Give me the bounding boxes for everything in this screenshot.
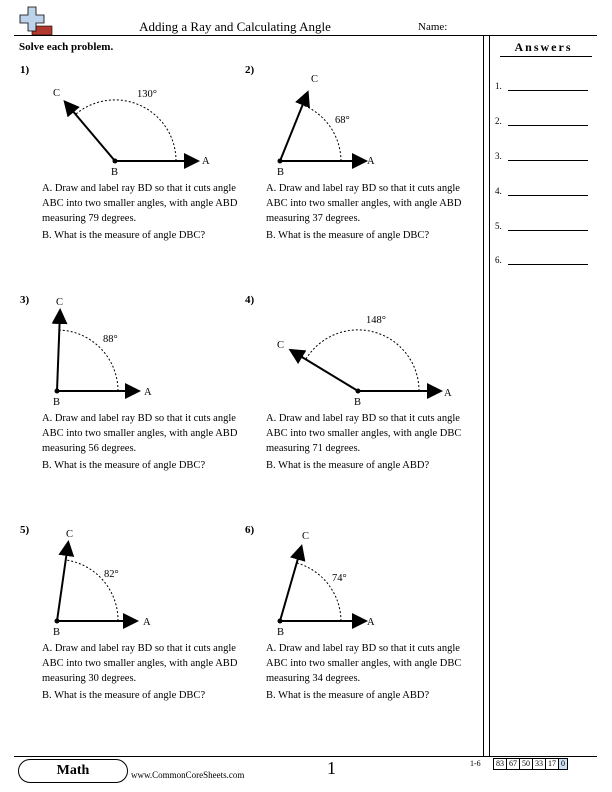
label-b: B: [354, 397, 362, 408]
label-b: B: [111, 167, 119, 178]
name-label: Name:: [418, 21, 448, 33]
score-range: 1-6: [470, 759, 481, 768]
instructions: Solve each problem.: [19, 41, 114, 53]
answer-number: 4.: [495, 186, 502, 196]
footer-divider: [14, 756, 597, 757]
answer-number: 2.: [495, 116, 502, 126]
question-a: A. Draw and label ray BD so that it cuts angle ABC into two smaller angles, with angle ABD measuring 37 degrees.: [266, 183, 462, 224]
label-c: C: [66, 529, 74, 540]
answer-line[interactable]: [508, 195, 588, 196]
angle-measure: 88°: [103, 334, 118, 345]
vertex-point: [278, 619, 283, 624]
answer-row[interactable]: [495, 221, 595, 235]
ray-bc: [66, 103, 115, 161]
answer-row[interactable]: [495, 186, 595, 200]
angle-diagram: [240, 520, 480, 640]
problem-text: [266, 411, 471, 473]
problem-text: [42, 181, 247, 243]
question-a: A. Draw and label ray BD so that it cuts angle ABC into two smaller angles, with angle DBC measuring 71 degrees.: [266, 413, 462, 454]
question-b: B. What is the measure of angle DBC?: [42, 460, 206, 471]
answer-line[interactable]: [508, 264, 588, 265]
label-a: A: [144, 387, 152, 398]
angle-arc: [297, 563, 341, 621]
answer-number: 5.: [495, 221, 502, 231]
ray-bc: [280, 94, 307, 161]
page-number: 1: [327, 758, 336, 778]
question-b: B. What is the measure of angle DBC?: [42, 230, 206, 241]
problem-number: 2): [245, 64, 255, 76]
angle-diagram: [240, 290, 480, 410]
problem-number: 6): [245, 524, 255, 536]
ray-bc: [292, 351, 358, 391]
header-divider: [14, 35, 597, 36]
label-b: B: [53, 397, 61, 408]
label-c: C: [53, 88, 61, 99]
question-b: B. What is the measure of angle DBC?: [266, 230, 430, 241]
label-b: B: [277, 167, 285, 178]
ray-bc: [57, 312, 60, 391]
label-c: C: [302, 531, 310, 542]
answer-row[interactable]: [495, 255, 595, 269]
angle-measure: 68°: [335, 115, 350, 126]
angle-diagram: [0, 290, 240, 410]
answer-row[interactable]: [495, 151, 595, 165]
score-cell: 0: [558, 758, 568, 770]
score-cell: 17: [545, 758, 559, 770]
label-c: C: [277, 340, 285, 351]
subject-badge: Math: [18, 759, 128, 783]
problem-text: [42, 411, 247, 473]
problem-text: [266, 181, 471, 243]
answer-number: 3.: [495, 151, 502, 161]
ray-bc: [57, 544, 68, 621]
score-cell: 50: [519, 758, 533, 770]
question-a: A. Draw and label ray BD so that it cuts angle ABC into two smaller angles, with angle DBC measuring 34 degrees.: [266, 643, 462, 684]
answers-heading-underline: [500, 56, 592, 57]
problem-text: [42, 641, 247, 703]
label-a: A: [202, 156, 210, 167]
score-cell: 33: [532, 758, 546, 770]
angle-arc: [306, 330, 419, 391]
answer-line[interactable]: [508, 90, 588, 91]
answer-row[interactable]: [495, 81, 595, 95]
label-c: C: [311, 74, 319, 85]
answers-heading: Answers: [514, 40, 573, 54]
angle-diagram: [240, 60, 480, 180]
problem-number: 1): [20, 64, 30, 76]
angle-diagram: [0, 520, 240, 640]
label-c: C: [56, 297, 64, 308]
label-b: B: [53, 627, 61, 638]
vertex-point: [278, 159, 283, 164]
page-title: Adding a Ray and Calculating Angle: [139, 19, 331, 34]
ray-bc: [280, 548, 301, 621]
question-b: B. What is the measure of angle ABD?: [266, 690, 430, 701]
label-a: A: [367, 156, 375, 167]
question-b: B. What is the measure of angle ABD?: [266, 460, 430, 471]
angle-measure: 130°: [137, 89, 157, 100]
answer-number: 6.: [495, 255, 502, 265]
score-table: [493, 758, 567, 770]
vertex-point: [55, 389, 60, 394]
question-a: A. Draw and label ray BD so that it cuts angle ABC into two smaller angles, with angle ABD measuring 30 degrees.: [42, 643, 238, 684]
problem-number: 4): [245, 294, 255, 306]
problem-number: 5): [20, 524, 30, 536]
angle-diagram: [0, 60, 240, 180]
label-a: A: [143, 617, 151, 628]
angle-measure: 74°: [332, 573, 347, 584]
vertex-point: [113, 159, 118, 164]
answer-line[interactable]: [508, 230, 588, 231]
problem-number: 3): [20, 294, 30, 306]
angle-measure: 82°: [104, 569, 119, 580]
answer-row[interactable]: [495, 116, 595, 130]
answer-column-divider-inner: [489, 35, 490, 756]
score-cell: 83: [493, 758, 507, 770]
answer-column-divider: [483, 35, 484, 756]
label-a: A: [367, 617, 375, 628]
question-a: A. Draw and label ray BD so that it cuts angle ABC into two smaller angles, with angle ABD measuring 79 degrees.: [42, 183, 238, 224]
answer-number: 1.: [495, 81, 502, 91]
angle-measure: 148°: [366, 315, 386, 326]
site-url: www.CommonCoreSheets.com: [131, 770, 245, 780]
angle-arc: [76, 100, 176, 161]
question-b: B. What is the measure of angle DBC?: [42, 690, 206, 701]
score-cell: 67: [506, 758, 520, 770]
label-a: A: [444, 388, 452, 399]
vertex-point: [356, 389, 361, 394]
question-a: A. Draw and label ray BD so that it cuts angle ABC into two smaller angles, with angle ABD measuring 56 degrees.: [42, 413, 238, 454]
label-b: B: [277, 627, 285, 638]
vertex-point: [55, 619, 60, 624]
problem-text: [266, 641, 471, 703]
answer-line[interactable]: [508, 125, 588, 126]
angle-arc: [303, 105, 341, 161]
answer-line[interactable]: [508, 160, 588, 161]
